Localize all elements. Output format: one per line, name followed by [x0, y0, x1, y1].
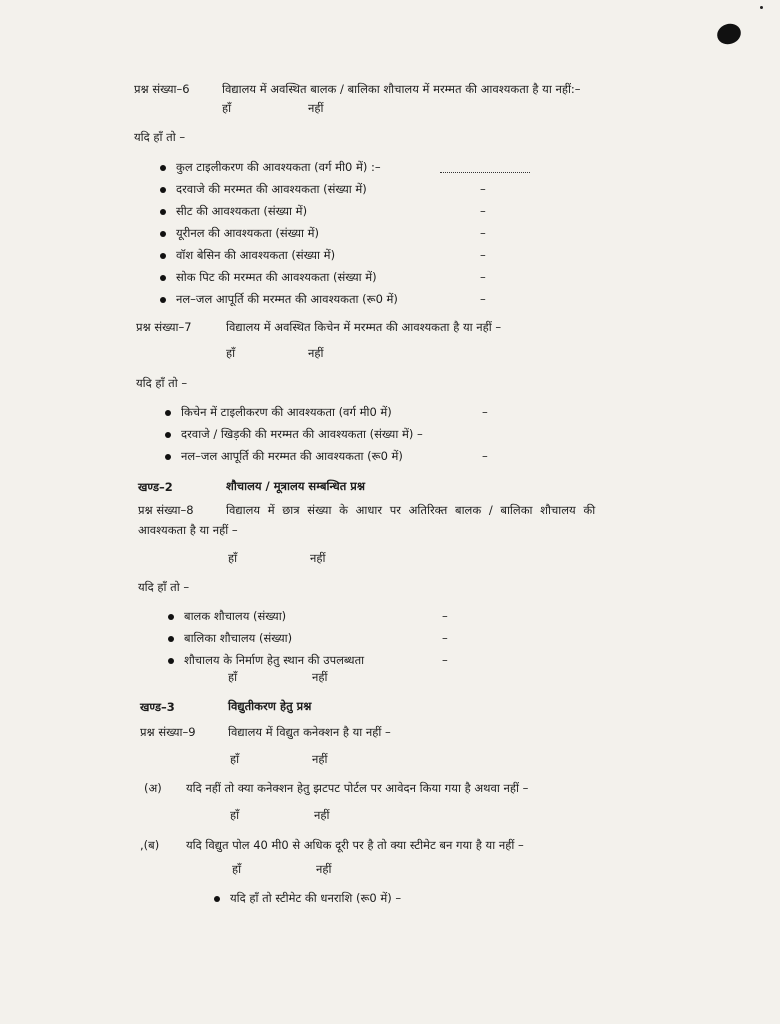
q7-text: विद्यालय में अवस्थित किचेन में मरम्मत की आवश्यकता है या नहीं –	[226, 320, 502, 334]
q8-text-line1: विद्यालय में छात्र संख्या के आधार पर अतिरिक्त बालक / बालिका शौचालय की	[226, 503, 596, 517]
q6-item-washbasin: वॉश बेसिन की आवश्यकता (संख्या में)	[176, 248, 336, 262]
q8-no: नहीं	[310, 551, 326, 565]
q8-text-line2: आवश्यकता है या नहीं –	[138, 523, 238, 537]
q6-water-dash: –	[480, 292, 486, 306]
q7-yes: हाँ	[226, 346, 236, 360]
q9-label: प्रश्न संख्या–9	[140, 725, 196, 739]
q9-sub-a-text: यदि नहीं तो क्या कनेक्शन हेतु झटपट पोर्टल पर आवेदन किया गया है अथवा नहीं –	[186, 781, 529, 795]
q9-sub-b-text: यदि विद्युत पोल 40 मी0 से अधिक दूरी पर है तो क्या स्टीमेट बन गया है या नहीं –	[186, 838, 524, 852]
q8-land-no: नहीं	[312, 670, 328, 684]
q6-door-dash: –	[480, 182, 486, 196]
q7-item-water: नल–जल आपूर्ति की मरम्मत की आवश्यकता (रू0 में)	[181, 449, 403, 463]
q9-sub-a-label: (अ)	[144, 781, 162, 795]
q9-sub-b-no: नहीं	[316, 862, 332, 876]
q8-if-yes: यदि हाँ तो –	[138, 580, 190, 594]
q9-no: नहीं	[312, 752, 328, 766]
q7-water-dash: –	[482, 449, 488, 463]
q6-washbasin-dash: –	[480, 248, 486, 262]
q8-item-girls-toilet: बालिका शौचालय (संख्या)	[184, 631, 293, 645]
q9-sub-b-label: ,(ब)	[140, 838, 160, 852]
ink-blot	[714, 21, 743, 47]
q8-label: प्रश्न संख्या–8	[138, 503, 194, 517]
q7-tiling-dash: –	[482, 405, 488, 419]
q6-seat-dash: –	[480, 204, 486, 218]
q6-if-yes: यदि हाँ तो –	[134, 130, 186, 144]
q9-text: विद्यालय में विद्युत कनेक्शन है या नहीं –	[228, 725, 391, 739]
q7-item-tiling: किचेन में टाइलीकरण की आवश्यकता (वर्ग मी0 में)	[181, 405, 392, 419]
q8-item-land-availability: शौचालय के निर्माण हेतु स्थान की उपलब्धता	[184, 653, 365, 667]
q7-item-door-window: दरवाजे / खिड़की की मरम्मत की आवश्यकता (संख्या में) –	[181, 427, 423, 441]
q9-estimate-item: यदि हाँ तो स्टीमेट की धनराशि (रू0 में) –	[230, 891, 402, 905]
section3-label: खण्ड–3	[140, 700, 175, 714]
q8-yes: हाँ	[228, 551, 238, 565]
q8-boys-dash: –	[442, 609, 448, 623]
q9-yes: हाँ	[230, 752, 240, 766]
q9-sub-b-yes: हाँ	[232, 862, 242, 876]
q7-label: प्रश्न संख्या–7	[136, 320, 192, 334]
q6-yes: हाँ	[222, 101, 232, 115]
q6-soakpit-dash: –	[480, 270, 486, 284]
q6-text: विद्यालय में अवस्थित बालक / बालिका शौचालय में मरम्मत की आवश्यकता है या नहीं:–	[222, 82, 581, 96]
q6-no: नहीं	[308, 101, 324, 115]
q6-label: प्रश्न संख्या–6	[134, 82, 190, 96]
q6-item-tiling: कुल टाइलीकरण की आवश्यकता (वर्ग मी0 में) :–	[176, 160, 381, 174]
q8-girls-dash: –	[442, 631, 448, 645]
section3-title: विद्युतीकरण हेतु प्रश्न	[228, 699, 312, 713]
q9-sub-a-no: नहीं	[314, 808, 330, 822]
q8-item-boys-toilet: बालक शौचालय (संख्या)	[184, 609, 287, 623]
q6-urinal-dash: –	[480, 226, 486, 240]
q7-no: नहीं	[308, 346, 324, 360]
q6-item-water: नल–जल आपूर्ति की मरम्मत की आवश्यकता (रू0 में)	[176, 292, 398, 306]
ink-dot	[760, 6, 763, 9]
q6-item-door: दरवाजे की मरम्मत की आवश्यकता (संख्या में)	[176, 182, 367, 196]
q6-item-soakpit: सोक पिट की मरम्मत की आवश्यकता (संख्या में)	[176, 270, 377, 284]
q6-item-urinal: यूरीनल की आवश्यकता (संख्या में)	[176, 226, 320, 240]
q8-land-yes: हाँ	[228, 670, 238, 684]
q6-item-seat: सीट की आवश्यकता (संख्या में)	[176, 204, 308, 218]
q6-tiling-blank	[440, 172, 530, 173]
q9-sub-a-yes: हाँ	[230, 808, 240, 822]
section2-label: खण्ड–2	[138, 480, 173, 494]
q7-if-yes: यदि हाँ तो –	[136, 376, 188, 390]
section2-title: शौचालय / मूत्रालय सम्बन्धित प्रश्न	[226, 479, 365, 493]
q8-land-dash: –	[442, 653, 448, 667]
